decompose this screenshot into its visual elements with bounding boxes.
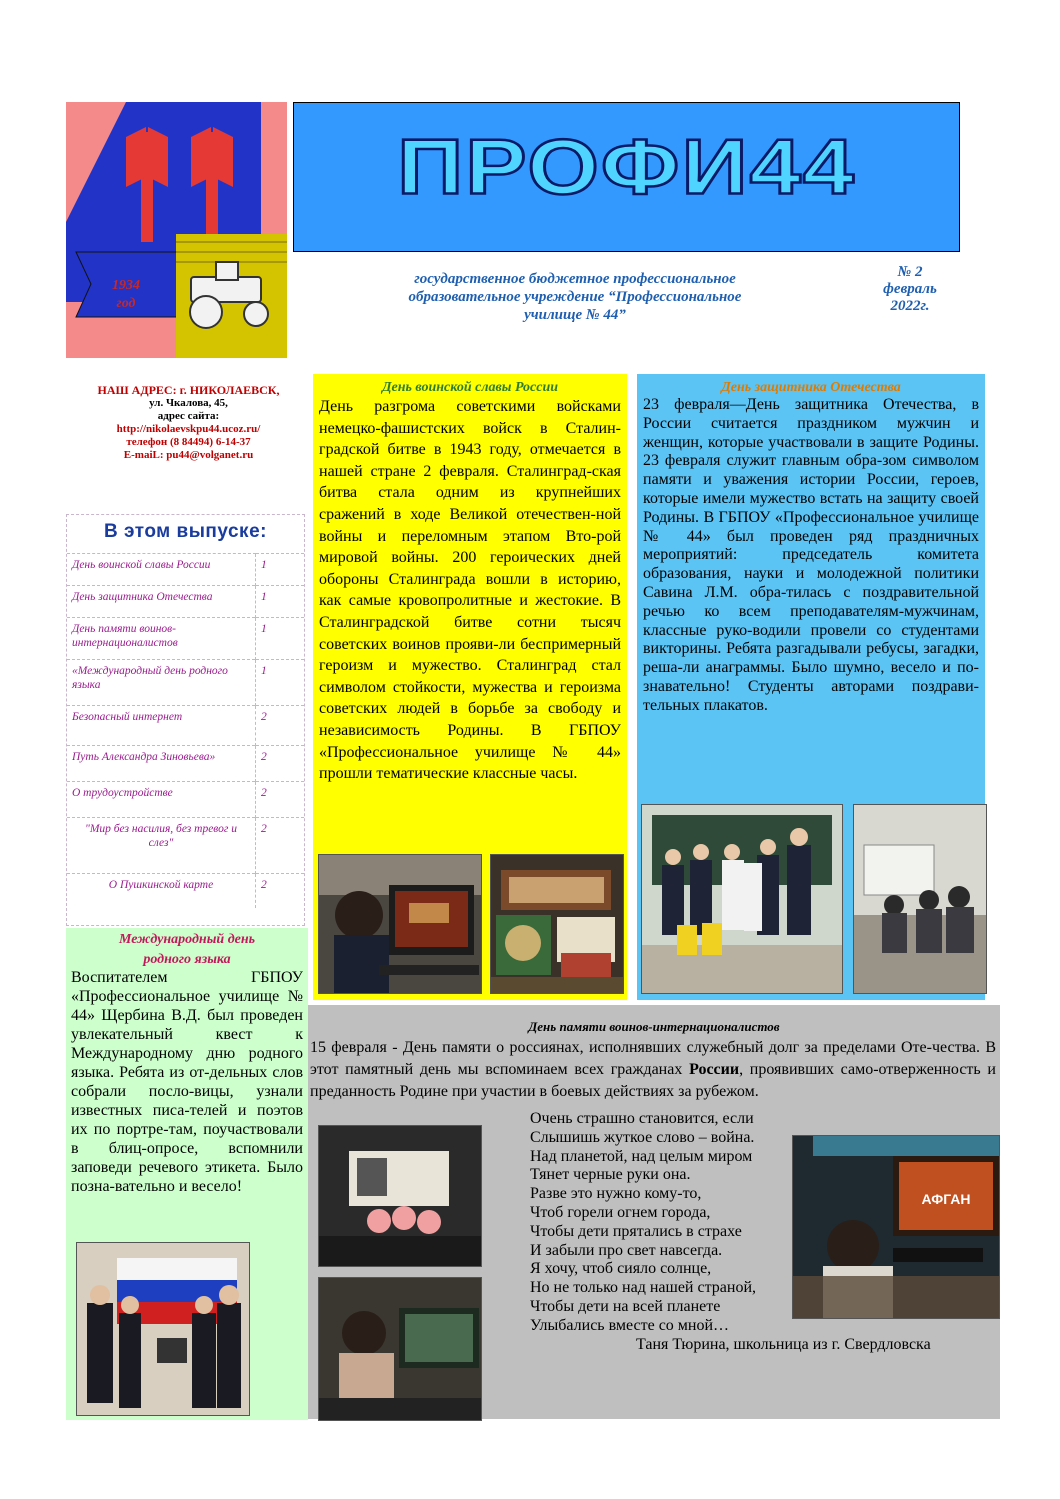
toc-row[interactable] <box>67 554 304 586</box>
toc-item-page: 2 <box>256 818 305 874</box>
toc-item-page: 2 <box>256 706 305 746</box>
poem-line: Слышишь жуткое слово – война. <box>530 1128 755 1146</box>
poem-line: Тянет черные руки она. <box>530 1166 691 1184</box>
screen-caption: АФГАН <box>921 1191 971 1207</box>
issue-info <box>860 264 960 315</box>
poem-line: Очень страшно становится, если <box>530 1110 754 1127</box>
address-phone: телефон (8 84494) 6-14-37 <box>126 436 251 448</box>
publisher-subtitle <box>330 270 820 324</box>
photo-student-watching-film-icon <box>319 1278 481 1420</box>
toc-row[interactable] <box>67 782 304 818</box>
subtitle-line2: образовательное учреждение “Профессиональное <box>408 289 742 305</box>
poem-line: Я хочу, чтоб сияло солнце, <box>530 1260 712 1278</box>
article-native-language-day <box>66 928 308 1420</box>
article-title: День защитника Отечества <box>721 380 901 395</box>
article-title: День памяти воинов-интернационалистов <box>528 1019 780 1034</box>
article-body-part2: , проявивших само-отверженность и преданность Родине при участии в боевых действиях за рубежом. <box>310 1061 996 1100</box>
article-body: День разгрома советскими войсками немецко-фашистских войск в Сталин-градской битве в 1943 году, отмечается в нашей стране 2 февраля. Сталинград-ская битва стала одним из крупнейших сражений в ходе Великой отечествен-ной войны и переломным этапом Вто-рой мировой войны. 200 героических дней обороны Сталинграда вошли в историю, как самые кровопролитные и жестокие. В Сталинградской битве сотни тысяч советских воинов прояви-ли беспримерный героизм и мужество. Сталинград стал символом стойкости, мужества и героизма советских людей в борьбе за свободу и независимость Родины. В ГБПОУ «Профессиональное училище № 44» прошли тематические классные часы. <box>319 398 621 783</box>
toc-item-title: День защитника Отечества <box>67 586 256 618</box>
toc-item-title: Путь Александра Зиновьева» <box>67 746 256 782</box>
poem-block <box>530 1110 800 1336</box>
toc-row[interactable] <box>67 660 304 706</box>
toc-item-title: О Пушкинской карте <box>67 874 256 908</box>
poem-line: Разве это нужно кому-то, <box>530 1185 702 1203</box>
photo-student-computer-icon <box>319 855 481 993</box>
photo-students-group <box>641 804 843 994</box>
toc-table <box>67 553 304 908</box>
photo-students-flag <box>76 1242 250 1416</box>
poem-line: И забыли про свет навсегда. <box>530 1241 723 1259</box>
poem-line: Но не только над нашей страной, <box>530 1279 756 1297</box>
toc-item-page: 1 <box>256 618 305 660</box>
toc-item-title: "Мир без насилия, без тревог и слез" <box>67 818 256 874</box>
address-site-label: адрес сайта: <box>157 410 220 422</box>
article-military-glory-day <box>313 374 627 1000</box>
photo-classroom-presentation <box>853 804 987 994</box>
issue-number: № 2 <box>897 264 923 280</box>
toc-item-title: День памяти воинов-интернационалистов <box>67 618 256 660</box>
article-body: 23 февраля—День защитника Отечества, в России считается праздником мужчин и женщин, которые участвовали в защите Родины. 23 февраля служит главным обра-зом символом памяти и уважения истории России, героев, которые имели мужество встать на защиту своей Родины. В ГБПОУ «Профессиональное училище № 44» был проведен ряд праздничных мероприятий: председатель комитета образования, науки и молодежной политики Савина Л.М. обра-тилась с поздравительной речью ко всем преподавателям-мужчинам, классные руко-водили провели со студентами викторины. Ребята разгадывали ребусы, загадки, реша-ли анаграммы. Было шумно, весело и по-знавательно! Студенты авторами поздрави-тельных плакатов. <box>643 396 979 714</box>
article-title: День воинской славы России <box>381 380 559 395</box>
newspaper-title: ПРОФИ44 <box>397 123 856 211</box>
photo-students-flag-icon <box>77 1243 249 1415</box>
poem-line: Над планетой, над целым миром <box>530 1147 753 1165</box>
article-defender-day <box>637 374 985 1000</box>
toc-item-page: 1 <box>256 554 305 586</box>
issue-month: февраль <box>883 281 937 297</box>
address-heading: НАШ АДРЕС: г. НИКОЛАЕВСК, <box>97 383 280 397</box>
photo-student-computer <box>318 854 482 994</box>
article-title-line1: Международный день <box>118 932 256 947</box>
photo-classroom-presentation-icon <box>854 805 986 993</box>
address-site-link[interactable]: http://nikolaevskpu44.ucoz.ru/ <box>116 423 261 435</box>
toc-item-page: 1 <box>256 660 305 706</box>
toc-item-page: 1 <box>256 586 305 618</box>
subtitle-line3: училище № 44” <box>524 307 626 323</box>
table-of-contents <box>66 514 305 926</box>
photo-students-group-icon <box>642 805 842 993</box>
poem-line: Чтобы дети прятались в страхе <box>530 1222 742 1240</box>
photo-afghan-screen <box>792 1135 1000 1319</box>
subtitle-line1: государственное бюджетное профессиональное <box>414 271 736 287</box>
svg-text:год: год <box>116 296 136 311</box>
address-block <box>66 384 311 462</box>
address-street: ул. Чкалова, 45, <box>149 397 228 409</box>
photo-book-exhibit-icon <box>491 855 623 993</box>
toc-item-page: 2 <box>256 746 305 782</box>
article-title-line2: родного языка <box>143 952 231 967</box>
issue-year: 2022г. <box>890 298 930 314</box>
toc-row[interactable] <box>67 818 304 874</box>
toc-item-page: 2 <box>256 782 305 818</box>
toc-item-title: «Международный день родного языка <box>67 660 256 706</box>
toc-row[interactable] <box>67 874 304 908</box>
article-body: Воспитателем ГБПОУ «Профессиональное училище № 44» Щербина В.Д. был проведен увлекательный квест к Международному дню родного языка. Ребята из от-дельных слов собрали посло-вицы, узнали известных писа-телей и поэтов их по портре-там, поучаствовали в блиц-опросе, вспомнили заповеди речевого этикета. Было позна-вательно и весело! <box>71 969 303 1195</box>
poem-line: Чтоб горели огнем города, <box>530 1203 711 1221</box>
photo-student-watching-film <box>318 1277 482 1421</box>
photo-book-exhibit <box>490 854 624 994</box>
svg-text:1934: 1934 <box>112 278 140 293</box>
toc-row[interactable] <box>67 706 304 746</box>
poem-line: Улыбались вместе со мной… <box>530 1316 730 1334</box>
toc-heading: В этом выпуске: <box>104 521 267 542</box>
article-body-part1: 15 февраля - День памяти о россиянах, исполнявших служебный долг за пределами Оте-чества. В этот памятный день мы вспоминаем всех гражданах <box>310 1039 996 1078</box>
photo-memorial-book-flowers-icon <box>319 1126 481 1266</box>
toc-item-title: О трудоустройстве <box>67 782 256 818</box>
masthead-banner <box>293 102 960 252</box>
toc-row[interactable] <box>67 586 304 618</box>
article-body <box>310 1037 996 1103</box>
toc-item-title: День воинской славы России <box>67 554 256 586</box>
school-logo <box>66 102 287 358</box>
article-body-bold: России <box>689 1061 740 1078</box>
poem-line: Чтобы дети на всей планете <box>530 1297 721 1315</box>
toc-item-title: Безопасный интернет <box>67 706 256 746</box>
toc-row[interactable] <box>67 618 304 660</box>
photo-memorial-book-flowers <box>318 1125 482 1267</box>
poem-author: Таня Тюрина, школьница из г. Свердловска <box>636 1336 931 1353</box>
address-email[interactable]: E-maiL: pu44@volganet.ru <box>123 449 254 461</box>
toc-item-page: 2 <box>256 874 305 908</box>
wheat-tractor-emblem-icon <box>66 102 287 358</box>
photo-afghan-screen-icon <box>793 1136 999 1318</box>
toc-row[interactable] <box>67 746 304 782</box>
